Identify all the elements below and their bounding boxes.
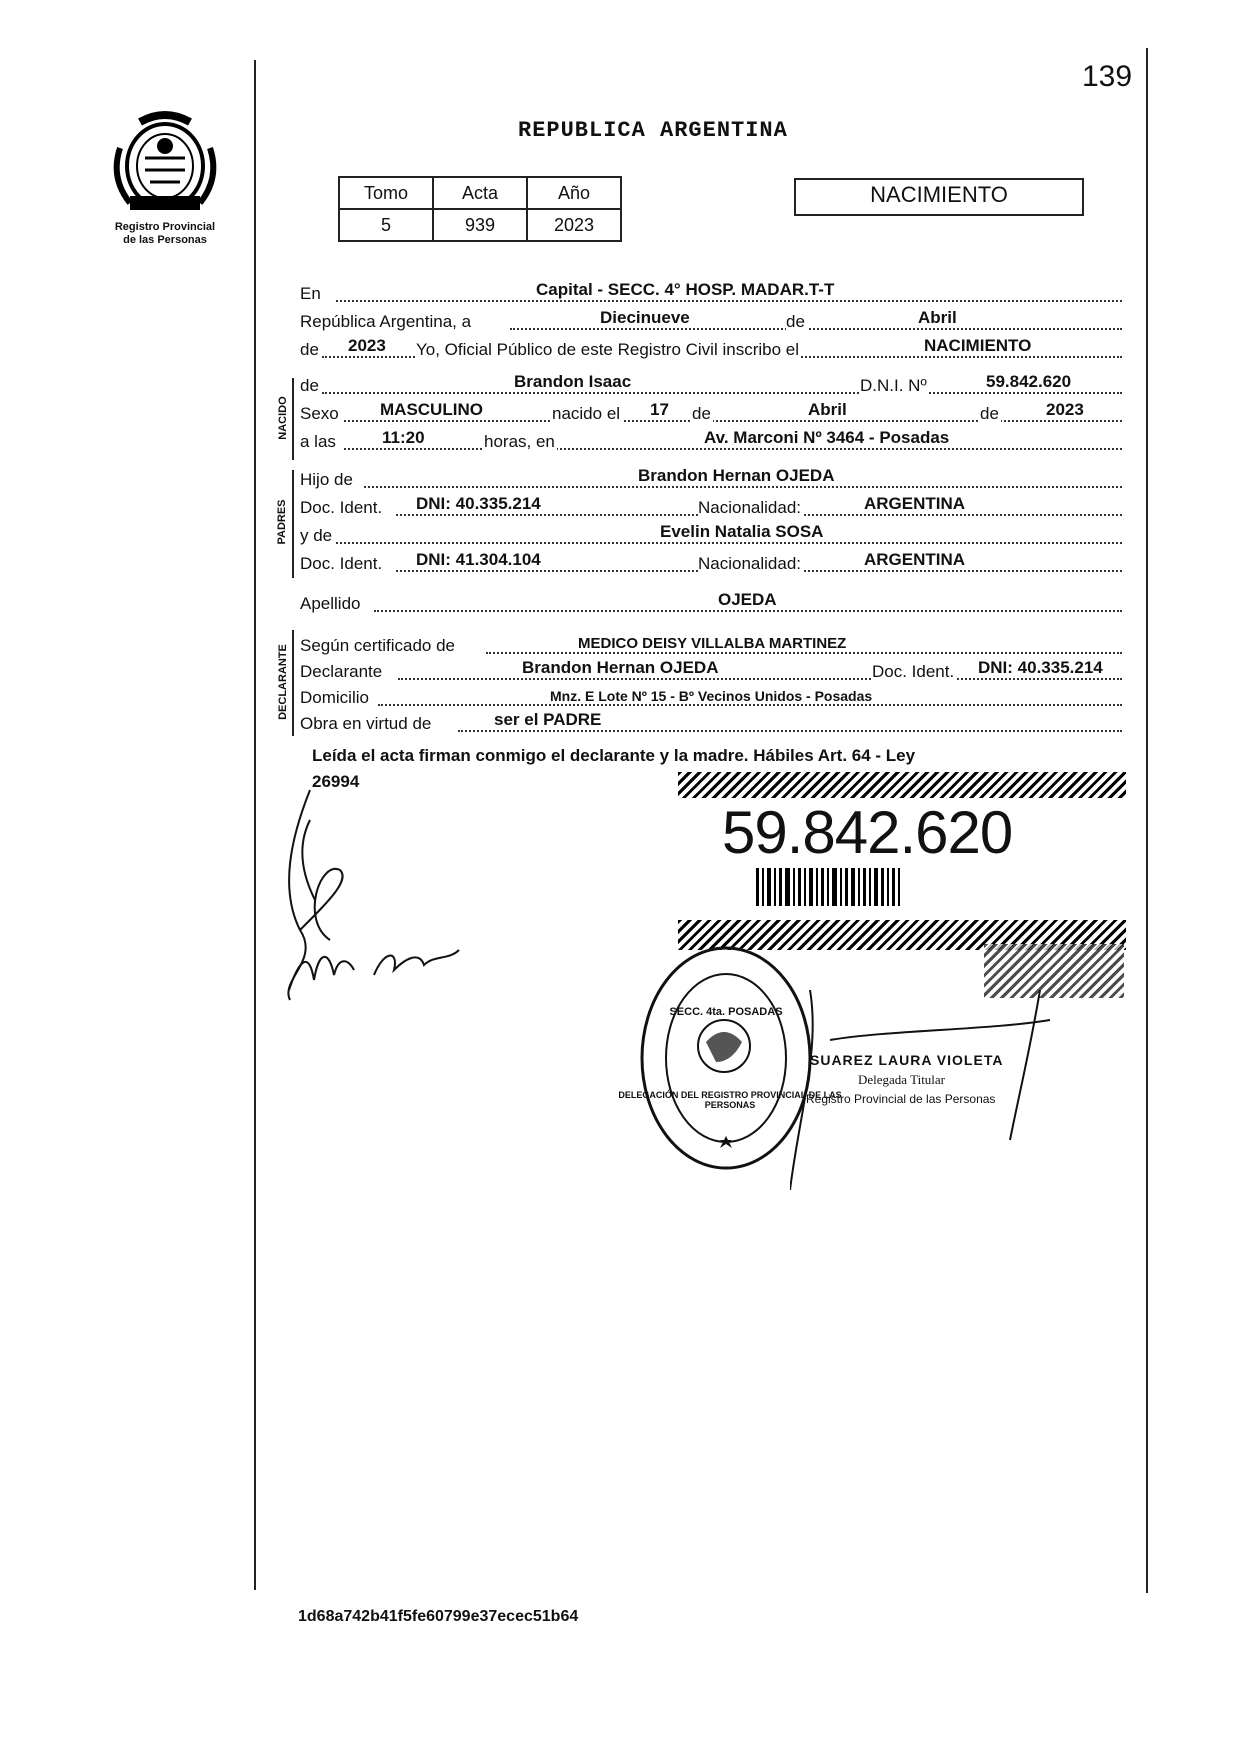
domicilio-label: Domicilio: [300, 688, 369, 707]
anio-header: Año: [527, 177, 621, 209]
row-padre: [300, 464, 1122, 490]
security-band-top: [678, 772, 1126, 798]
nacido-bracket: [292, 378, 294, 460]
coat-of-arms-icon: [100, 108, 230, 216]
row-domicilio: [300, 682, 1122, 708]
en-value: Capital - SECC. 4° HOSP. MADAR.T-T: [536, 280, 835, 299]
official-role: Delegada Titular: [858, 1072, 946, 1087]
padre-nac-label: Nacionalidad:: [698, 498, 802, 517]
dni-large-number: 59.842.620: [722, 799, 1013, 866]
horas-label: horas, en: [484, 432, 555, 451]
padre-nac-value: ARGENTINA: [864, 494, 966, 513]
padre-value: Brandon Hernan OJEDA: [638, 466, 835, 485]
left-margin-line: [254, 60, 256, 1590]
page-number: 139: [1082, 60, 1133, 93]
padres-side-label: PADRES: [276, 499, 288, 545]
acta-value: 939: [433, 209, 527, 241]
padre-doc-label: Doc. Ident.: [300, 498, 383, 517]
mother-signature-icon: [284, 930, 484, 1000]
nacido-mes-value: Abril: [808, 400, 847, 419]
sexo-label: Sexo: [300, 404, 339, 423]
de-label-5: de: [980, 404, 999, 423]
madre-nac-value: ARGENTINA: [864, 550, 966, 569]
row-madre-doc: [300, 548, 1122, 574]
barcode: [756, 868, 903, 906]
official-institution: Registro Provincial de las Personas: [806, 1092, 996, 1106]
anio-value-text: 2023: [348, 336, 386, 355]
de-label-4: de: [692, 404, 711, 423]
en-label: En: [300, 284, 321, 303]
row-nombre: [300, 370, 1122, 396]
row-en: [300, 278, 1122, 304]
row-apellido: [300, 588, 1122, 614]
country-title: REPUBLICA ARGENTINA: [518, 118, 788, 143]
document-hash: 1d68a742b41f5fe60799e37ecec51b64: [298, 1608, 579, 1625]
madre-value: Evelin Natalia SOSA: [660, 522, 824, 541]
nombre-value: Brandon Isaac: [514, 372, 632, 391]
hora-value: 11:20: [382, 428, 425, 447]
oficial-text: Yo, Oficial Público de este Registro Civil inscribo el: [416, 340, 799, 359]
acta-header: Acta: [433, 177, 527, 209]
right-margin-line: [1146, 48, 1148, 1593]
closing-line-2: 26994: [312, 772, 360, 791]
nacido-dia-value: 17: [650, 400, 669, 419]
row-madre: [300, 520, 1122, 546]
anio-value: 2023: [527, 209, 621, 241]
padre-doc-value: DNI: 40.335.214: [416, 494, 541, 513]
mes-value: Abril: [918, 308, 957, 327]
record-type-box: NACIMIENTO: [794, 178, 1084, 216]
tomo-value: 5: [339, 209, 433, 241]
alas-label: a las: [300, 432, 336, 451]
row-padre-doc: [300, 492, 1122, 518]
row-sexo: [300, 398, 1122, 424]
acto-value: NACIMIENTO: [924, 336, 1032, 355]
madre-doc-label: Doc. Ident.: [300, 554, 383, 573]
registry-logo: [100, 108, 230, 247]
padres-bracket: [292, 470, 294, 578]
declarante-doc-label: Doc. Ident.: [872, 662, 955, 681]
nacido-label: nacido el: [552, 404, 621, 423]
sexo-value: MASCULINO: [380, 400, 483, 419]
logo-caption-2: de las Personas: [123, 234, 207, 246]
apellido-label: Apellido: [300, 594, 361, 613]
cert-label: Según certificado de: [300, 636, 455, 655]
official-signature-icon: [790, 990, 1090, 1190]
seal-inner-text: SECC. 4ta. POSADAS: [669, 1006, 783, 1018]
de-label-1: de: [786, 312, 805, 331]
domicilio-value: Mnz. E Lote Nº 15 - Bº Vecinos Unidos - Posadas: [550, 688, 873, 704]
de-label-3: de: [300, 376, 319, 395]
declarante-bracket: [292, 630, 294, 736]
row-obra: [300, 708, 1122, 734]
madre-doc-value: DNI: 41.304.104: [416, 550, 541, 569]
seal-ring-text: DELEGACIÓN DEL REGISTRO PROVINCIAL DE LAS PERSONAS: [618, 1090, 842, 1110]
declarante-value: Brandon Hernan OJEDA: [522, 658, 719, 677]
row-hora: [300, 426, 1122, 452]
madre-nac-label: Nacionalidad:: [698, 554, 802, 573]
declarante-side-label: DECLARANTE: [277, 644, 289, 720]
de-label-2: de: [300, 340, 319, 359]
row-certificado: [300, 630, 1122, 656]
official-name: SUAREZ LAURA VIOLETA: [810, 1052, 1004, 1068]
nacido-side-label: NACIDO: [277, 396, 289, 440]
nacido-anio-value: 2023: [1046, 400, 1084, 419]
tomo-header: Tomo: [339, 177, 433, 209]
hijo-label: Hijo de: [300, 470, 353, 489]
row-fecha: [300, 306, 1122, 332]
logo-caption-1: Registro Provincial: [114, 221, 216, 233]
republica-label: República Argentina, a: [300, 312, 472, 331]
official-seal-icon: [636, 942, 816, 1174]
cert-value: MEDICO DEISY VILLALBA MARTINEZ: [578, 635, 847, 652]
dia-value: Diecinueve: [600, 308, 690, 327]
record-reference-table: [338, 176, 622, 242]
declarante-label: Declarante: [300, 662, 383, 681]
obra-label: Obra en virtud de: [300, 714, 432, 733]
obra-value: ser el PADRE: [494, 710, 602, 729]
closing-line-1: Leída el acta firman conmigo el declarante y la madre. Hábiles Art. 64 - Ley: [312, 746, 916, 765]
row-declarante: [300, 656, 1122, 682]
apellido-value: OJEDA: [718, 590, 777, 609]
row-oficial: [300, 334, 1122, 360]
dni-value: 59.842.620: [986, 372, 1072, 391]
declarante-doc-value: DNI: 40.335.214: [978, 658, 1103, 677]
lugar-value: Av. Marconi Nº 3464 - Posadas: [704, 428, 950, 447]
dni-label: D.N.I. Nº: [860, 376, 927, 395]
yde-label: y de: [300, 526, 333, 545]
